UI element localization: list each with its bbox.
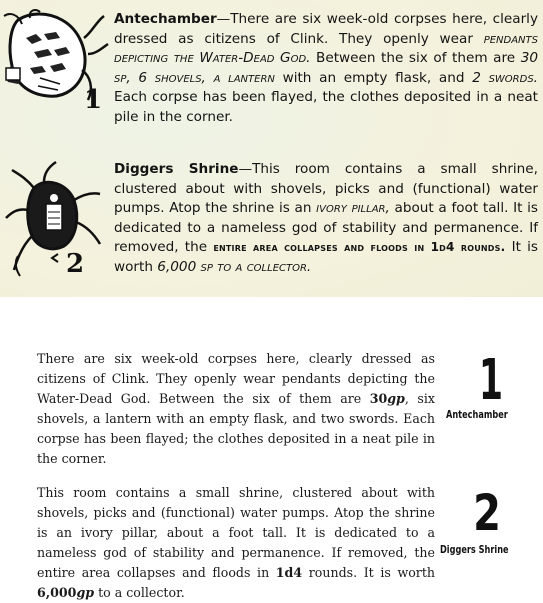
coin-amount: 6,000 xyxy=(37,585,77,600)
antechamber-description xyxy=(37,349,435,469)
room-number-1: 1 xyxy=(478,348,504,413)
value-highlight: 6,000 xyxy=(157,258,197,275)
diggers-shrine-entry xyxy=(114,160,538,278)
separator-dash: — xyxy=(216,11,231,27)
text-segment: rounds. It is worth xyxy=(302,565,435,580)
text-segment: There are six week-old corpses here, clearly dressed as citizens of Clink. They openly wear xyxy=(114,11,538,47)
text-segment: This room contains a small shrine, clustered about with shovels, picks and (functional) water pumps. Atop the shrine is an xyxy=(114,161,538,217)
map-number-2: 2 xyxy=(66,249,85,279)
text-segment: about a foot tall. It is dedicated to a nameless god of stability and permanence. If removed, the xyxy=(114,200,539,256)
text-segment: , six shovels, a lantern with an empty flask, and two swords. Each corpse has been flayed; the clothes deposited in a neat pile in the corner. xyxy=(37,391,435,466)
diggers-shrine-map-illustration xyxy=(4,160,108,282)
pendants-highlight: pendants depicting the Water-Dead God. xyxy=(114,30,538,67)
dice-roll: 1d4 xyxy=(275,565,303,580)
map-number-1: 1 xyxy=(84,85,103,113)
text-segment: Each corpse has been flayed, the clothes deposited in a neat pile in the corner. xyxy=(114,89,538,125)
ivory-pillar-highlight: ivory pillar, xyxy=(316,200,390,217)
text-segment: to a collector. xyxy=(94,585,185,600)
antechamber-map-illustration xyxy=(0,8,110,113)
room-name-antechamber: Antechamber xyxy=(114,11,217,27)
room-name-diggers-shrine: Diggers Shrine xyxy=(114,161,239,177)
room-tag-antechamber: Antechamber xyxy=(446,409,508,421)
collapse-warning-highlight: entire area collapses and floods in 1d4 rounds. xyxy=(213,240,506,255)
treasure-highlight: 30 sp, 6 shovels, a lantern xyxy=(114,50,538,86)
antechamber-entry xyxy=(114,10,538,128)
plain-entries-panel xyxy=(0,297,543,600)
value-unit-highlight: sp to a collector. xyxy=(196,258,312,275)
room-number-2: 2 xyxy=(473,484,501,542)
text-segment: Between the six of them are xyxy=(310,50,521,67)
text-segment: This room contains a small shrine, clustered about with shovels, picks and (functional) water pumps. Atop the shrine is an ivory pillar, about a foot tall. It is dedicated to a nameless god of stability and permanence. If removed, the entire area collapses and floods in xyxy=(37,485,435,580)
coin-unit: gp xyxy=(76,585,95,600)
separator-dash: — xyxy=(238,161,253,177)
text-segment: It is worth xyxy=(114,239,539,275)
stylized-entries-panel xyxy=(0,0,543,297)
room-tag-diggers-shrine: Diggers Shrine xyxy=(440,544,509,556)
text-segment: There are six week-old corpses here, clearly dressed as citizens of Clink. They openly wear pendants depicting the Water-Dead God. Between the six of them are xyxy=(37,351,435,406)
diggers-shrine-paragraph xyxy=(114,160,538,278)
text-segment: with an empty flask, and xyxy=(274,69,473,86)
antechamber-paragraph xyxy=(114,10,538,128)
swords-highlight: 2 swords. xyxy=(472,69,538,86)
diggers-shrine-description xyxy=(37,483,435,603)
coin-unit: gp xyxy=(387,391,405,406)
coin-amount: 30 xyxy=(369,391,388,406)
